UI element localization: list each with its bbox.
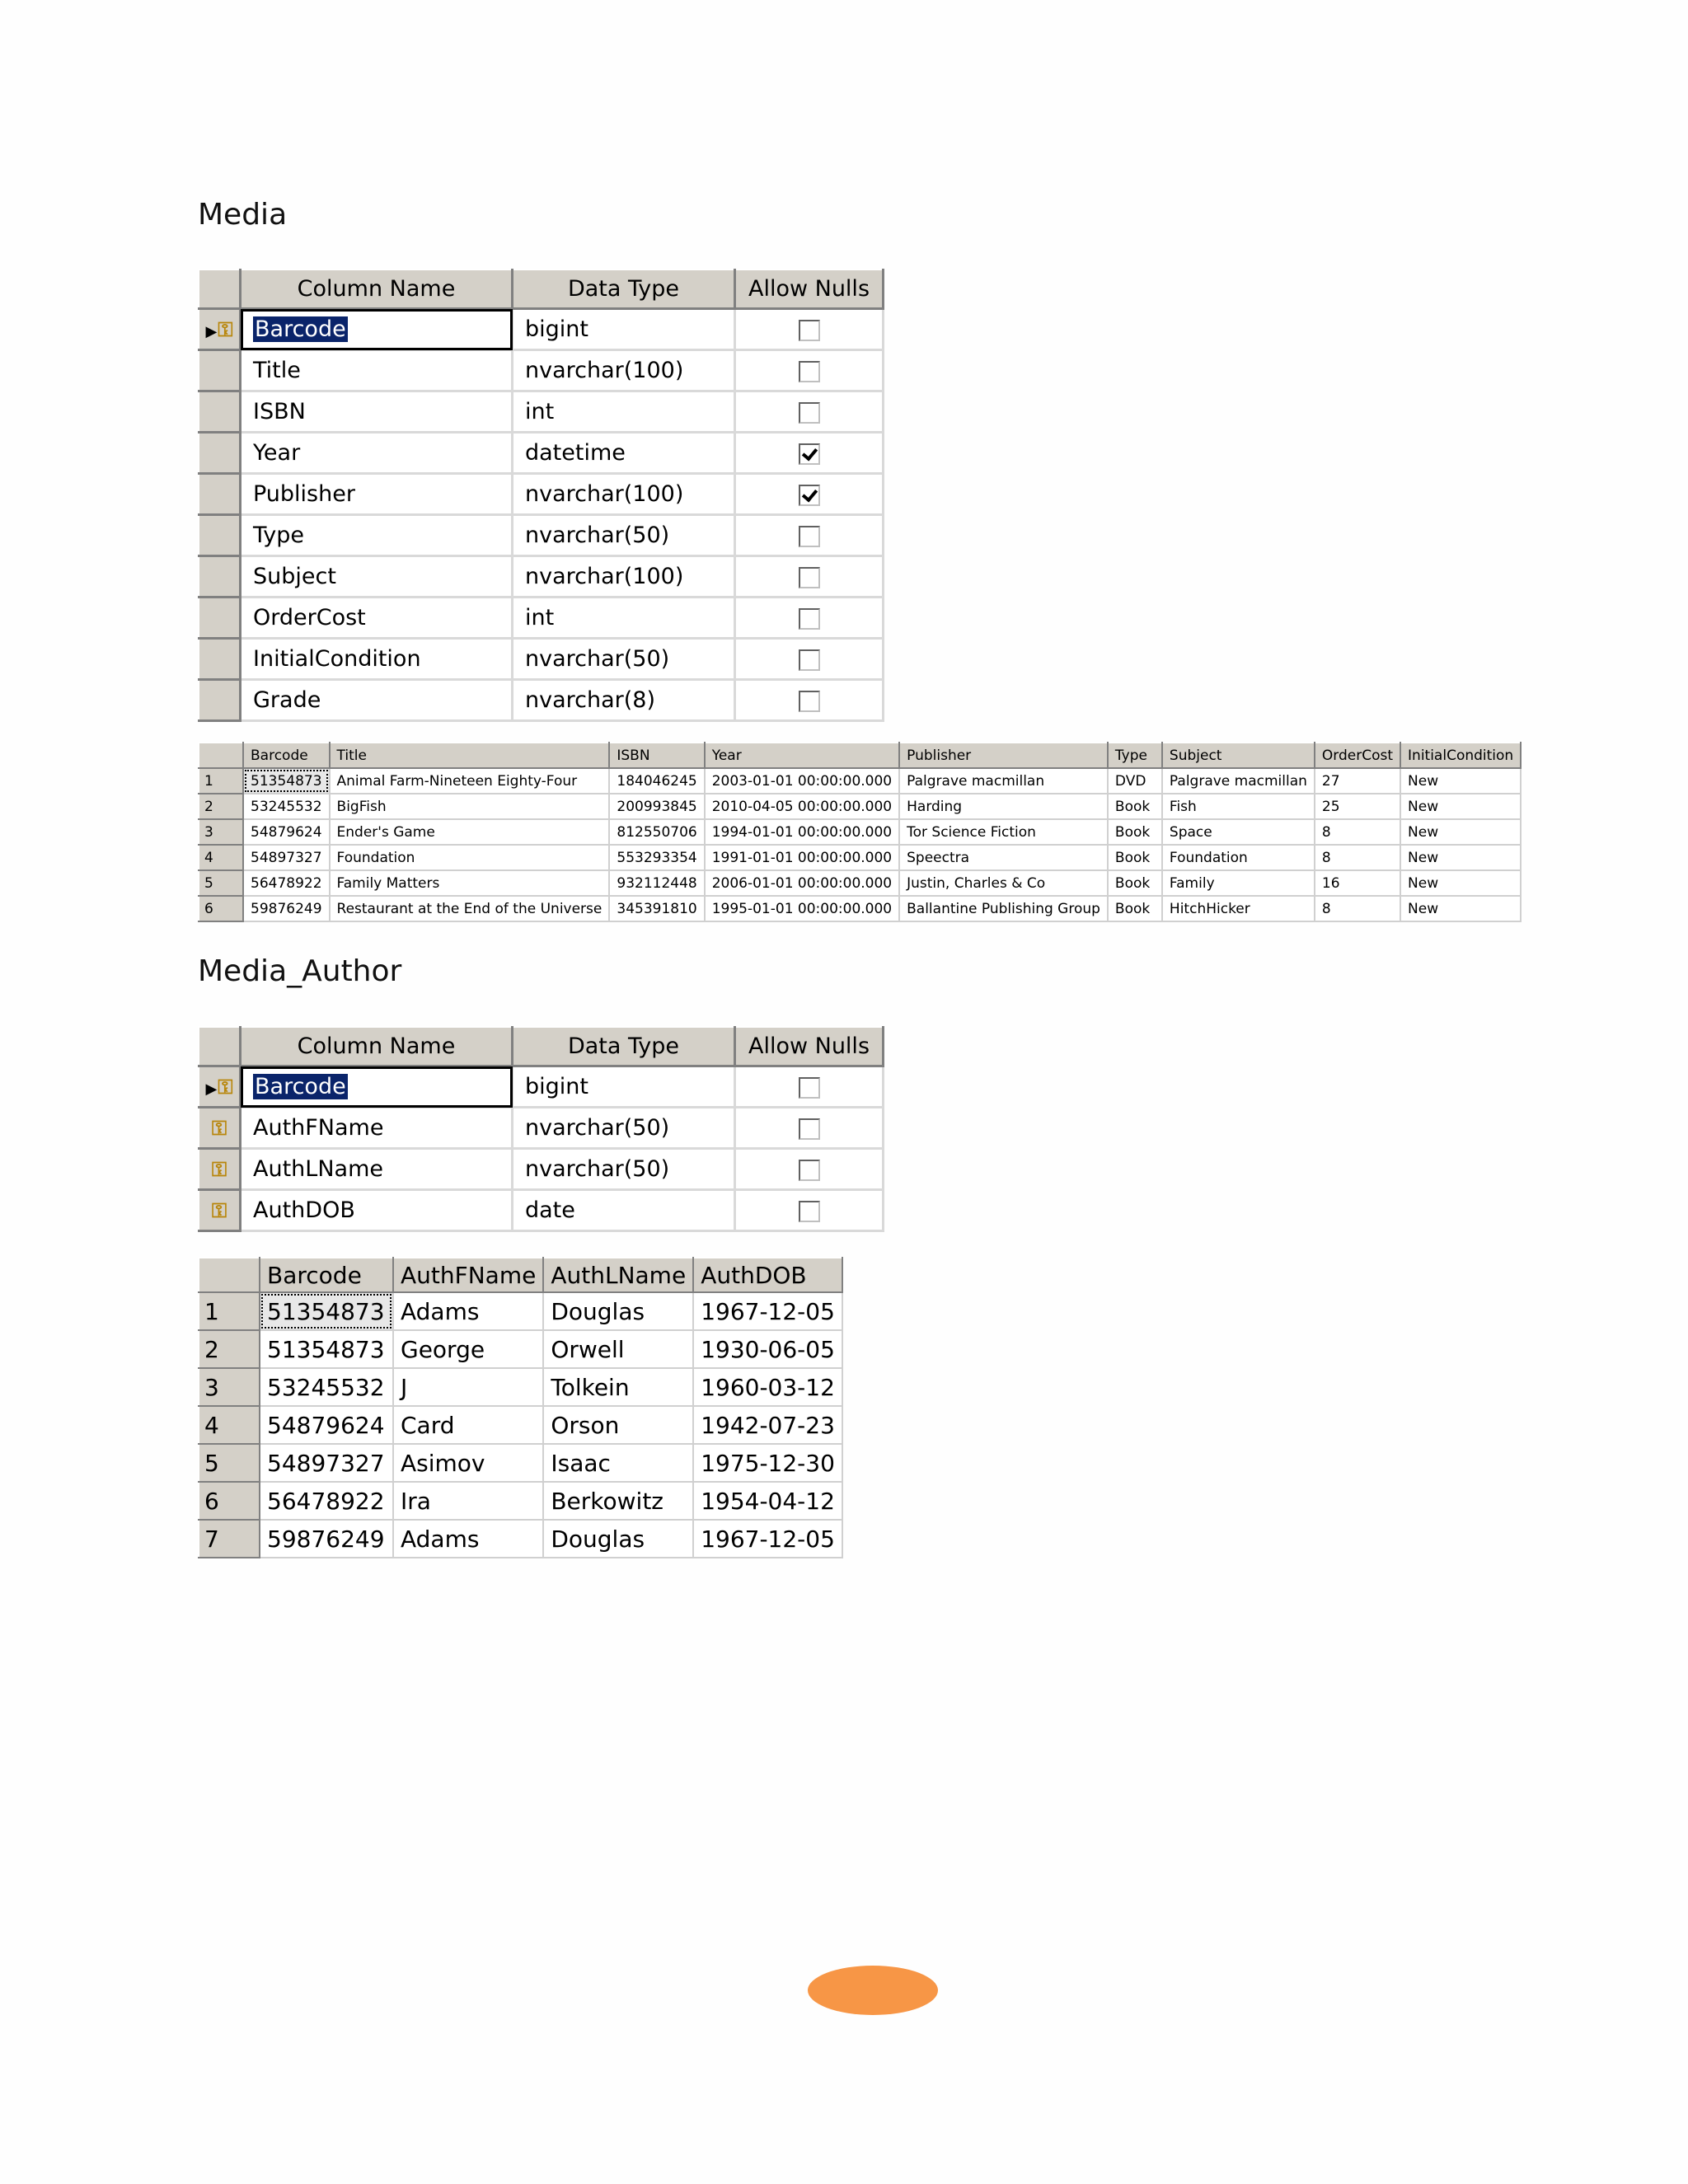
- column-name-cell[interactable]: [241, 1149, 513, 1190]
- table-cell[interactable]: New: [1400, 896, 1521, 921]
- table-cell[interactable]: 8: [1315, 896, 1400, 921]
- design-corner: [199, 1027, 241, 1066]
- allow-nulls-cell: [735, 474, 884, 515]
- table-cell[interactable]: Book: [1108, 794, 1162, 819]
- column-name-text: Barcode: [255, 1074, 346, 1099]
- row-number[interactable]: 3: [199, 1368, 260, 1406]
- allow-nulls-cell: [735, 556, 884, 598]
- table-row[interactable]: [199, 870, 1521, 896]
- row-selector[interactable]: [199, 1190, 241, 1231]
- data-type-cell[interactable]: date: [513, 1190, 735, 1231]
- table-cell[interactable]: Douglas: [543, 1520, 693, 1558]
- table-row[interactable]: [199, 1292, 842, 1330]
- column-name-cell[interactable]: [241, 515, 513, 556]
- table-cell[interactable]: Book: [1108, 870, 1162, 896]
- table-cell[interactable]: Orson: [543, 1406, 693, 1444]
- table-cell[interactable]: BigFish: [330, 794, 610, 819]
- row-number[interactable]: 1: [199, 768, 243, 794]
- column-name-cell[interactable]: [241, 1190, 513, 1231]
- column-name-text: InitialCondition: [253, 646, 421, 672]
- design-corner: [199, 269, 241, 309]
- data-type-cell[interactable]: nvarchar(50): [513, 515, 735, 556]
- table-cell[interactable]: Space: [1162, 819, 1315, 845]
- table-cell[interactable]: 56478922: [243, 870, 330, 896]
- allow-nulls-checkbox[interactable]: [799, 691, 820, 712]
- allow-nulls-cell: [735, 433, 884, 474]
- row-selector[interactable]: [199, 1149, 241, 1190]
- table-cell[interactable]: Adams: [393, 1292, 543, 1330]
- row-selector[interactable]: [199, 515, 241, 556]
- allow-nulls-header[interactable]: Allow Nulls: [735, 269, 884, 309]
- result-corner: [199, 1258, 260, 1292]
- table-cell[interactable]: 51354873: [243, 768, 330, 794]
- table-cell[interactable]: 59876249: [260, 1520, 393, 1558]
- design-row[interactable]: [199, 1066, 884, 1108]
- table-row[interactable]: [199, 1368, 842, 1406]
- media-author-result-grid: [198, 1257, 843, 1558]
- table-cell[interactable]: HitchHicker: [1162, 896, 1315, 921]
- data-type-cell[interactable]: int: [513, 391, 735, 433]
- data-type-cell[interactable]: datetime: [513, 433, 735, 474]
- row-number[interactable]: 1: [199, 1292, 260, 1330]
- table-cell[interactable]: 932112448: [609, 870, 704, 896]
- result-header-ordercost[interactable]: OrderCost: [1315, 743, 1400, 768]
- table-cell[interactable]: New: [1400, 794, 1521, 819]
- design-row[interactable]: [199, 1108, 884, 1149]
- table-cell[interactable]: Ira: [393, 1482, 543, 1520]
- result-header-initialcondition[interactable]: InitialCondition: [1400, 743, 1521, 768]
- column-name-cell[interactable]: [241, 433, 513, 474]
- result-header-publisher[interactable]: Publisher: [899, 743, 1108, 768]
- table-cell[interactable]: J: [393, 1368, 543, 1406]
- primary-key-icon: ⚿: [211, 1157, 227, 1181]
- table-cell[interactable]: 53245532: [260, 1368, 393, 1406]
- table-cell[interactable]: Harding: [899, 794, 1108, 819]
- column-name-cell[interactable]: [241, 474, 513, 515]
- table-cell[interactable]: 1994-01-01 00:00:00.000: [705, 819, 899, 845]
- row-number[interactable]: 2: [199, 794, 243, 819]
- row-number[interactable]: 5: [199, 870, 243, 896]
- table-cell[interactable]: Family Matters: [330, 870, 610, 896]
- row-selector[interactable]: [199, 309, 241, 350]
- media-design-grid: [198, 269, 884, 722]
- table-cell[interactable]: 345391810: [609, 896, 704, 921]
- result-header-isbn[interactable]: ISBN: [609, 743, 704, 768]
- data-type-cell[interactable]: nvarchar(100): [513, 474, 735, 515]
- table-cell[interactable]: Fish: [1162, 794, 1315, 819]
- table-row[interactable]: [199, 794, 1521, 819]
- table-cell[interactable]: 51354873: [260, 1292, 393, 1330]
- table-cell[interactable]: Tor Science Fiction: [899, 819, 1108, 845]
- table-cell[interactable]: 27: [1315, 768, 1400, 794]
- result-header-barcode[interactable]: Barcode: [243, 743, 330, 768]
- table-cell[interactable]: 1954-04-12: [693, 1482, 842, 1520]
- data-type-cell[interactable]: bigint: [513, 309, 735, 350]
- row-number[interactable]: 4: [199, 845, 243, 870]
- column-name-text: ISBN: [253, 399, 306, 424]
- allow-nulls-cell: [735, 1190, 884, 1231]
- allow-nulls-cell: [735, 391, 884, 433]
- result-corner: [199, 743, 243, 768]
- design-row[interactable]: [199, 1149, 884, 1190]
- table-row[interactable]: [199, 1444, 842, 1482]
- table-cell[interactable]: 200993845: [609, 794, 704, 819]
- allow-nulls-cell: [735, 350, 884, 391]
- table-cell[interactable]: 59876249: [243, 896, 330, 921]
- table-cell[interactable]: 51354873: [260, 1330, 393, 1368]
- table-cell[interactable]: Card: [393, 1406, 543, 1444]
- table-cell[interactable]: 8: [1315, 819, 1400, 845]
- table-row[interactable]: [199, 768, 1521, 794]
- design-row[interactable]: [199, 391, 884, 433]
- column-name-cell[interactable]: [241, 598, 513, 639]
- table-cell[interactable]: Adams: [393, 1520, 543, 1558]
- table-cell[interactable]: Book: [1108, 845, 1162, 870]
- column-name-text: Title: [253, 358, 301, 383]
- row-number[interactable]: 6: [199, 896, 243, 921]
- result-header-authdob[interactable]: AuthDOB: [693, 1258, 842, 1292]
- allow-nulls-checkbox[interactable]: [799, 1077, 820, 1099]
- column-name-text: Type: [253, 523, 305, 548]
- column-name-cell[interactable]: [241, 350, 513, 391]
- design-row[interactable]: [199, 515, 884, 556]
- table-cell[interactable]: 2006-01-01 00:00:00.000: [705, 870, 899, 896]
- table-cell[interactable]: DVD: [1108, 768, 1162, 794]
- row-number[interactable]: 3: [199, 819, 243, 845]
- table-cell[interactable]: New: [1400, 819, 1521, 845]
- table-cell[interactable]: George: [393, 1330, 543, 1368]
- column-name-cell[interactable]: [241, 309, 513, 350]
- design-row[interactable]: [199, 433, 884, 474]
- media-title: Media: [198, 198, 288, 232]
- table-cell[interactable]: 1995-01-01 00:00:00.000: [705, 896, 899, 921]
- data-type-cell[interactable]: nvarchar(100): [513, 556, 735, 598]
- row-selector[interactable]: [199, 598, 241, 639]
- table-cell[interactable]: 54879624: [243, 819, 330, 845]
- media-author-title: Media_Author: [198, 954, 402, 988]
- column-name-text: Year: [253, 440, 301, 466]
- data-type-header[interactable]: Data Type: [513, 269, 735, 309]
- data-type-cell[interactable]: nvarchar(50): [513, 1108, 735, 1149]
- row-selector[interactable]: [199, 350, 241, 391]
- table-cell[interactable]: Tolkein: [543, 1368, 693, 1406]
- row-selector[interactable]: [199, 474, 241, 515]
- table-cell[interactable]: 25: [1315, 794, 1400, 819]
- row-selector[interactable]: [199, 680, 241, 721]
- allow-nulls-header[interactable]: Allow Nulls: [735, 1027, 884, 1066]
- data-type-cell[interactable]: nvarchar(50): [513, 1149, 735, 1190]
- allow-nulls-checkbox[interactable]: [799, 526, 820, 547]
- table-cell[interactable]: Ender's Game: [330, 819, 610, 845]
- table-cell[interactable]: 54897327: [260, 1444, 393, 1482]
- column-name-text: Grade: [253, 687, 321, 713]
- table-row[interactable]: [199, 1520, 842, 1558]
- column-name-text: Publisher: [253, 481, 355, 507]
- table-cell[interactable]: Foundation: [1162, 845, 1315, 870]
- result-header-barcode[interactable]: Barcode: [260, 1258, 393, 1292]
- table-cell[interactable]: Palgrave macmillan: [1162, 768, 1315, 794]
- table-cell[interactable]: 16: [1315, 870, 1400, 896]
- table-cell[interactable]: Speectra: [899, 845, 1108, 870]
- data-type-cell[interactable]: int: [513, 598, 735, 639]
- design-row[interactable]: [199, 680, 884, 721]
- allow-nulls-checkbox[interactable]: [799, 485, 820, 506]
- column-name-text: Subject: [253, 564, 336, 589]
- page-number-badge: [808, 1966, 938, 2015]
- allow-nulls-checkbox[interactable]: [799, 1160, 820, 1181]
- table-row[interactable]: [199, 1330, 842, 1368]
- table-cell[interactable]: 553293354: [609, 845, 704, 870]
- table-row[interactable]: [199, 845, 1521, 870]
- table-cell[interactable]: 1967-12-05: [693, 1292, 842, 1330]
- table-cell[interactable]: 1942-07-23: [693, 1406, 842, 1444]
- result-header-subject[interactable]: Subject: [1162, 743, 1315, 768]
- row-number[interactable]: 4: [199, 1406, 260, 1444]
- row-number[interactable]: 7: [199, 1520, 260, 1558]
- table-cell[interactable]: Justin, Charles & Co: [899, 870, 1108, 896]
- column-name-text: Barcode: [255, 316, 346, 342]
- column-name-text: OrderCost: [253, 605, 366, 630]
- table-cell[interactable]: 53245532: [243, 794, 330, 819]
- allow-nulls-checkbox[interactable]: [799, 567, 820, 588]
- table-cell[interactable]: 2003-01-01 00:00:00.000: [705, 768, 899, 794]
- row-selector[interactable]: [199, 1066, 241, 1108]
- allow-nulls-cell: [735, 515, 884, 556]
- column-name-cell[interactable]: [241, 1066, 513, 1108]
- row-number[interactable]: 2: [199, 1330, 260, 1368]
- allow-nulls-checkbox[interactable]: [799, 1118, 820, 1140]
- table-cell[interactable]: 1991-01-01 00:00:00.000: [705, 845, 899, 870]
- table-cell[interactable]: 56478922: [260, 1482, 393, 1520]
- allow-nulls-cell: [735, 598, 884, 639]
- table-cell[interactable]: Palgrave macmillan: [899, 768, 1108, 794]
- result-header-title[interactable]: Title: [330, 743, 610, 768]
- table-cell[interactable]: Animal Farm-Nineteen Eighty-Four: [330, 768, 610, 794]
- allow-nulls-checkbox[interactable]: [799, 649, 820, 671]
- column-name-cell[interactable]: [241, 639, 513, 680]
- row-selector[interactable]: [199, 433, 241, 474]
- table-cell[interactable]: 812550706: [609, 819, 704, 845]
- table-cell[interactable]: Orwell: [543, 1330, 693, 1368]
- row-selector[interactable]: [199, 556, 241, 598]
- table-cell[interactable]: Berkowitz: [543, 1482, 693, 1520]
- table-row[interactable]: [199, 1482, 842, 1520]
- design-row[interactable]: [199, 309, 884, 350]
- design-row[interactable]: [199, 474, 884, 515]
- table-row[interactable]: [199, 896, 1521, 921]
- column-name-cell[interactable]: [241, 556, 513, 598]
- data-type-cell[interactable]: nvarchar(8): [513, 680, 735, 721]
- table-cell[interactable]: New: [1400, 768, 1521, 794]
- table-cell[interactable]: 2010-04-05 00:00:00.000: [705, 794, 899, 819]
- design-row[interactable]: [199, 639, 884, 680]
- column-name-cell[interactable]: [241, 680, 513, 721]
- data-type-cell[interactable]: bigint: [513, 1066, 735, 1108]
- table-cell[interactable]: Isaac: [543, 1444, 693, 1482]
- row-selector[interactable]: [199, 1108, 241, 1149]
- data-type-cell[interactable]: nvarchar(100): [513, 350, 735, 391]
- table-cell[interactable]: Book: [1108, 896, 1162, 921]
- column-name-cell[interactable]: [241, 391, 513, 433]
- row-number[interactable]: 6: [199, 1482, 260, 1520]
- column-name-header[interactable]: Column Name: [241, 269, 513, 309]
- column-name-text: AuthDOB: [253, 1197, 355, 1223]
- design-row[interactable]: [199, 350, 884, 391]
- allow-nulls-checkbox[interactable]: [799, 608, 820, 630]
- table-cell[interactable]: 54897327: [243, 845, 330, 870]
- primary-key-icon: ⚿: [218, 317, 233, 341]
- column-name-cell[interactable]: [241, 1108, 513, 1149]
- allow-nulls-checkbox[interactable]: [799, 361, 820, 382]
- row-number[interactable]: 5: [199, 1444, 260, 1482]
- row-selector[interactable]: [199, 639, 241, 680]
- current-row-arrow-icon: ▶: [205, 322, 218, 340]
- table-cell[interactable]: Book: [1108, 819, 1162, 845]
- allow-nulls-cell: [735, 1108, 884, 1149]
- allow-nulls-cell: [735, 1066, 884, 1108]
- data-type-cell[interactable]: nvarchar(50): [513, 639, 735, 680]
- allow-nulls-checkbox[interactable]: [799, 1201, 820, 1222]
- table-cell[interactable]: Foundation: [330, 845, 610, 870]
- table-cell[interactable]: Ballantine Publishing Group: [899, 896, 1108, 921]
- design-row[interactable]: [199, 556, 884, 598]
- allow-nulls-cell: [735, 309, 884, 350]
- table-cell[interactable]: 54879624: [260, 1406, 393, 1444]
- table-row[interactable]: [199, 819, 1521, 845]
- table-row[interactable]: [199, 1406, 842, 1444]
- design-row[interactable]: [199, 1190, 884, 1231]
- table-cell[interactable]: 184046245: [609, 768, 704, 794]
- table-cell[interactable]: 1960-03-12: [693, 1368, 842, 1406]
- current-row-arrow-icon: ▶: [205, 1080, 218, 1098]
- table-cell[interactable]: 1967-12-05: [693, 1520, 842, 1558]
- allow-nulls-checkbox[interactable]: [799, 443, 820, 465]
- table-cell[interactable]: Asimov: [393, 1444, 543, 1482]
- table-cell[interactable]: 1930-06-05: [693, 1330, 842, 1368]
- result-header-year[interactable]: Year: [705, 743, 899, 768]
- result-header-type[interactable]: Type: [1108, 743, 1162, 768]
- allow-nulls-checkbox[interactable]: [799, 402, 820, 424]
- table-cell[interactable]: New: [1400, 845, 1521, 870]
- result-header-authlname[interactable]: AuthLName: [543, 1258, 693, 1292]
- column-name-text: AuthFName: [253, 1115, 384, 1141]
- table-cell[interactable]: Restaurant at the End of the Universe: [330, 896, 610, 921]
- table-cell[interactable]: Douglas: [543, 1292, 693, 1330]
- design-row[interactable]: [199, 598, 884, 639]
- table-cell[interactable]: Family: [1162, 870, 1315, 896]
- data-type-header[interactable]: Data Type: [513, 1027, 735, 1066]
- table-cell[interactable]: 8: [1315, 845, 1400, 870]
- column-name-text: AuthLName: [253, 1156, 383, 1182]
- allow-nulls-cell: [735, 639, 884, 680]
- row-selector[interactable]: [199, 391, 241, 433]
- media-author-design-grid: [198, 1026, 884, 1232]
- allow-nulls-cell: [735, 1149, 884, 1190]
- column-name-header[interactable]: Column Name: [241, 1027, 513, 1066]
- primary-key-icon: ⚿: [218, 1075, 233, 1099]
- result-header-authfname[interactable]: AuthFName: [393, 1258, 543, 1292]
- table-cell[interactable]: New: [1400, 870, 1521, 896]
- allow-nulls-checkbox[interactable]: [799, 320, 820, 341]
- media-result-grid: [198, 742, 1522, 922]
- primary-key-icon: ⚿: [211, 1116, 227, 1140]
- allow-nulls-cell: [735, 680, 884, 721]
- table-cell[interactable]: 1975-12-30: [693, 1444, 842, 1482]
- primary-key-icon: ⚿: [211, 1198, 227, 1222]
